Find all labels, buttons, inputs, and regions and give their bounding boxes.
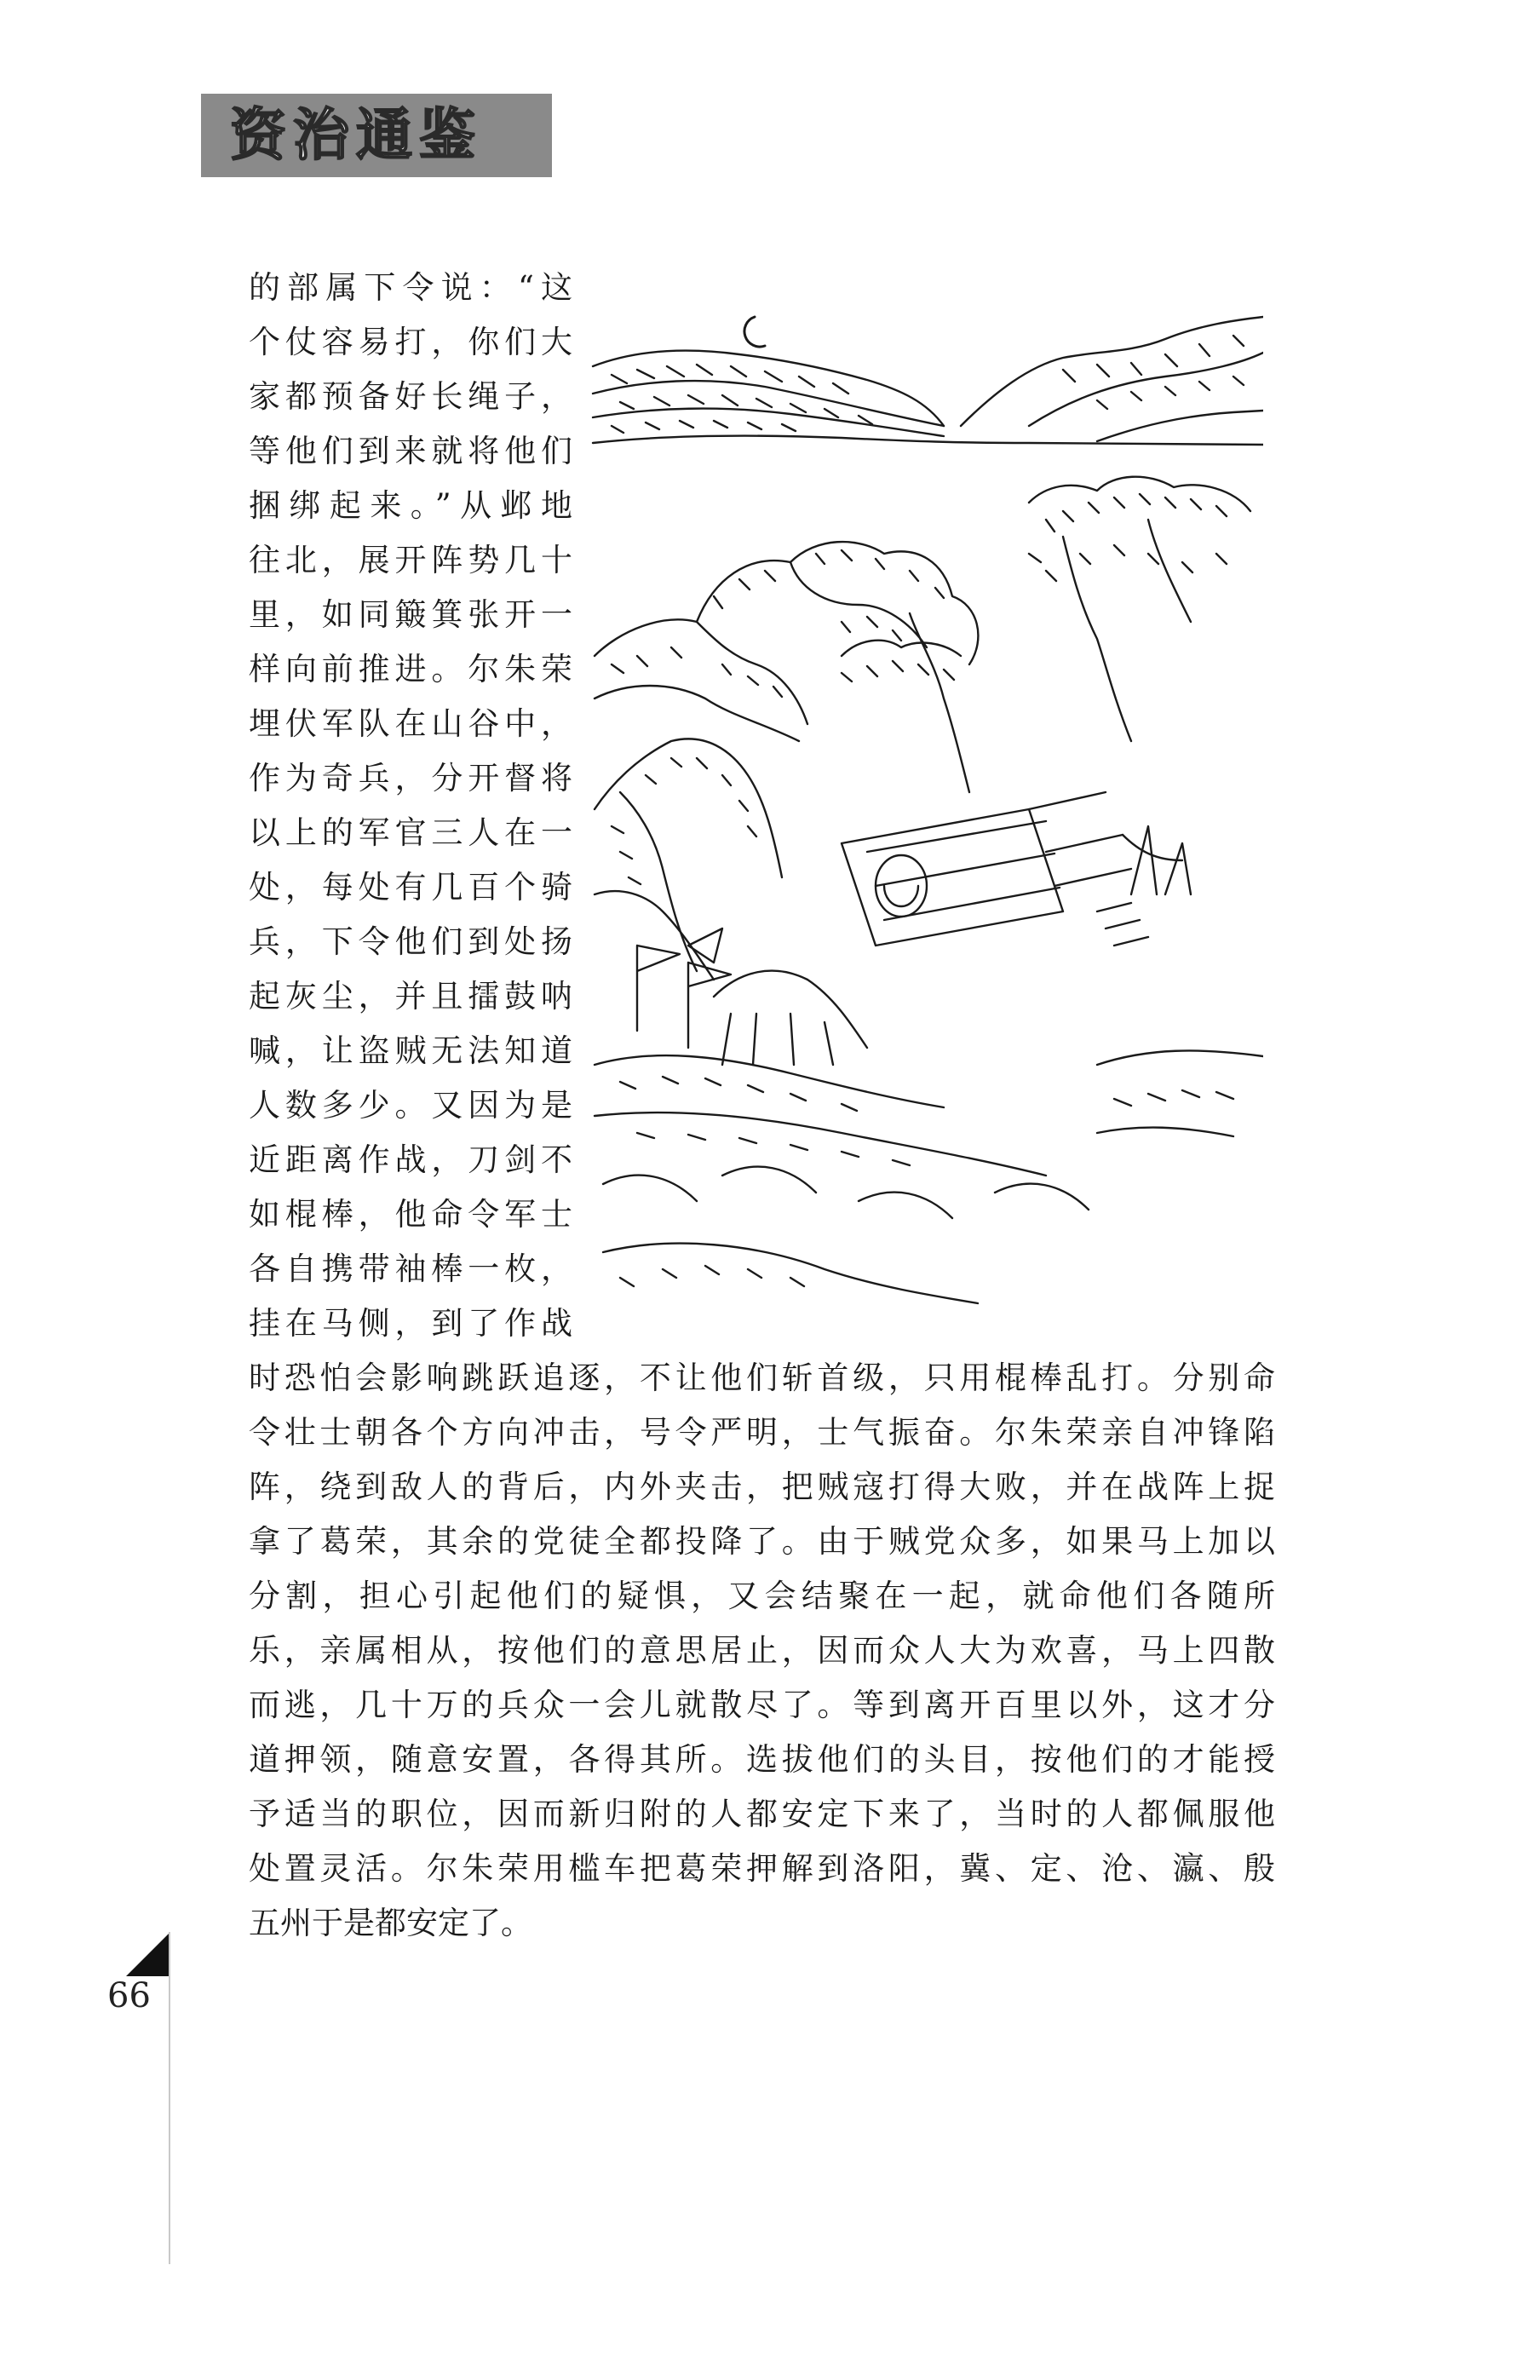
text-line: 五州于是都安定了。: [249, 1905, 532, 1941]
text-line: 处置灵活。尔朱荣用槛车把葛荣押解到洛阳，冀、定、沧、瀛、殷: [249, 1850, 1275, 1887]
text-line: 的部属下令说：“这: [249, 269, 572, 306]
text-line: 拿了葛荣，其余的党徒全都投降了。由于贼党众多，如果马上加以: [249, 1523, 1275, 1560]
text-line: 个仗容易打，你们大: [249, 324, 572, 360]
corner-triangle: [126, 1932, 170, 1976]
text-line: 捆绑起来。”从邺地: [249, 487, 572, 524]
text-line: 挂在马侧，到了作战: [249, 1305, 572, 1342]
text-line: 分割，担心引起他们的疑惧，又会结聚在一起，就命他们各随所: [249, 1578, 1275, 1614]
text-line: 人数多少。又因为是: [249, 1087, 572, 1124]
text-line: 处，每处有几百个骑: [249, 869, 572, 905]
text-line: 起灰尘，并且擂鼓呐: [249, 978, 572, 1015]
text-line: 如棍棒，他命令军士: [249, 1196, 572, 1233]
text-line: 阵，绕到敌人的背后，内外夹击，把贼寇打得大败，并在战阵上捉: [249, 1469, 1275, 1505]
text-line: 家都预备好长绳子，: [249, 378, 572, 415]
text-line: 兵，下令他们到处扬: [249, 923, 572, 960]
page-number: 66: [107, 1976, 151, 2015]
battle-landscape-illustration: [586, 298, 1263, 1312]
text-line: 予适当的职位，因而新归附的人都安定下来了，当时的人都佩服他: [249, 1796, 1275, 1832]
text-line: 样向前推进。尔朱荣: [249, 651, 572, 687]
text-line: 等他们到来就将他们: [249, 433, 572, 469]
text-line: 以上的军官三人在一: [249, 814, 572, 851]
text-line: 乐，亲属相从，按他们的意思居止，因而众人大为欢喜，马上四散: [249, 1632, 1275, 1669]
text-line: 里，如同簸箕张开一: [249, 596, 572, 633]
text-line: 各自携带袖棒一枚，: [249, 1250, 572, 1287]
text-line: 往北，展开阵势几十: [249, 542, 572, 578]
text-line: 时恐怕会影响跳跃追逐，不让他们斩首级，只用棍棒乱打。分别命: [249, 1360, 1275, 1396]
text-line: 道押领，随意安置，各得其所。选拔他们的头目，按他们的才能授: [249, 1741, 1275, 1778]
book-title: 资治通鉴: [230, 102, 482, 168]
text-line: 作为奇兵，分开督将: [249, 760, 572, 796]
text-line: 喊，让盗贼无法知道: [249, 1032, 572, 1069]
text-line: 埋伏军队在山谷中，: [249, 705, 572, 742]
margin-rule: [169, 1932, 170, 2264]
text-line: 令壮士朝各个方向冲击，号令严明，士气振奋。尔朱荣亲自冲锋陷: [249, 1414, 1275, 1451]
text-line: 而逃，几十万的兵众一会儿就散尽了。等到离开百里以外，这才分: [249, 1687, 1275, 1723]
text-line: 近距离作战，刀剑不: [249, 1141, 572, 1178]
crescent-moon-icon: [744, 317, 765, 347]
